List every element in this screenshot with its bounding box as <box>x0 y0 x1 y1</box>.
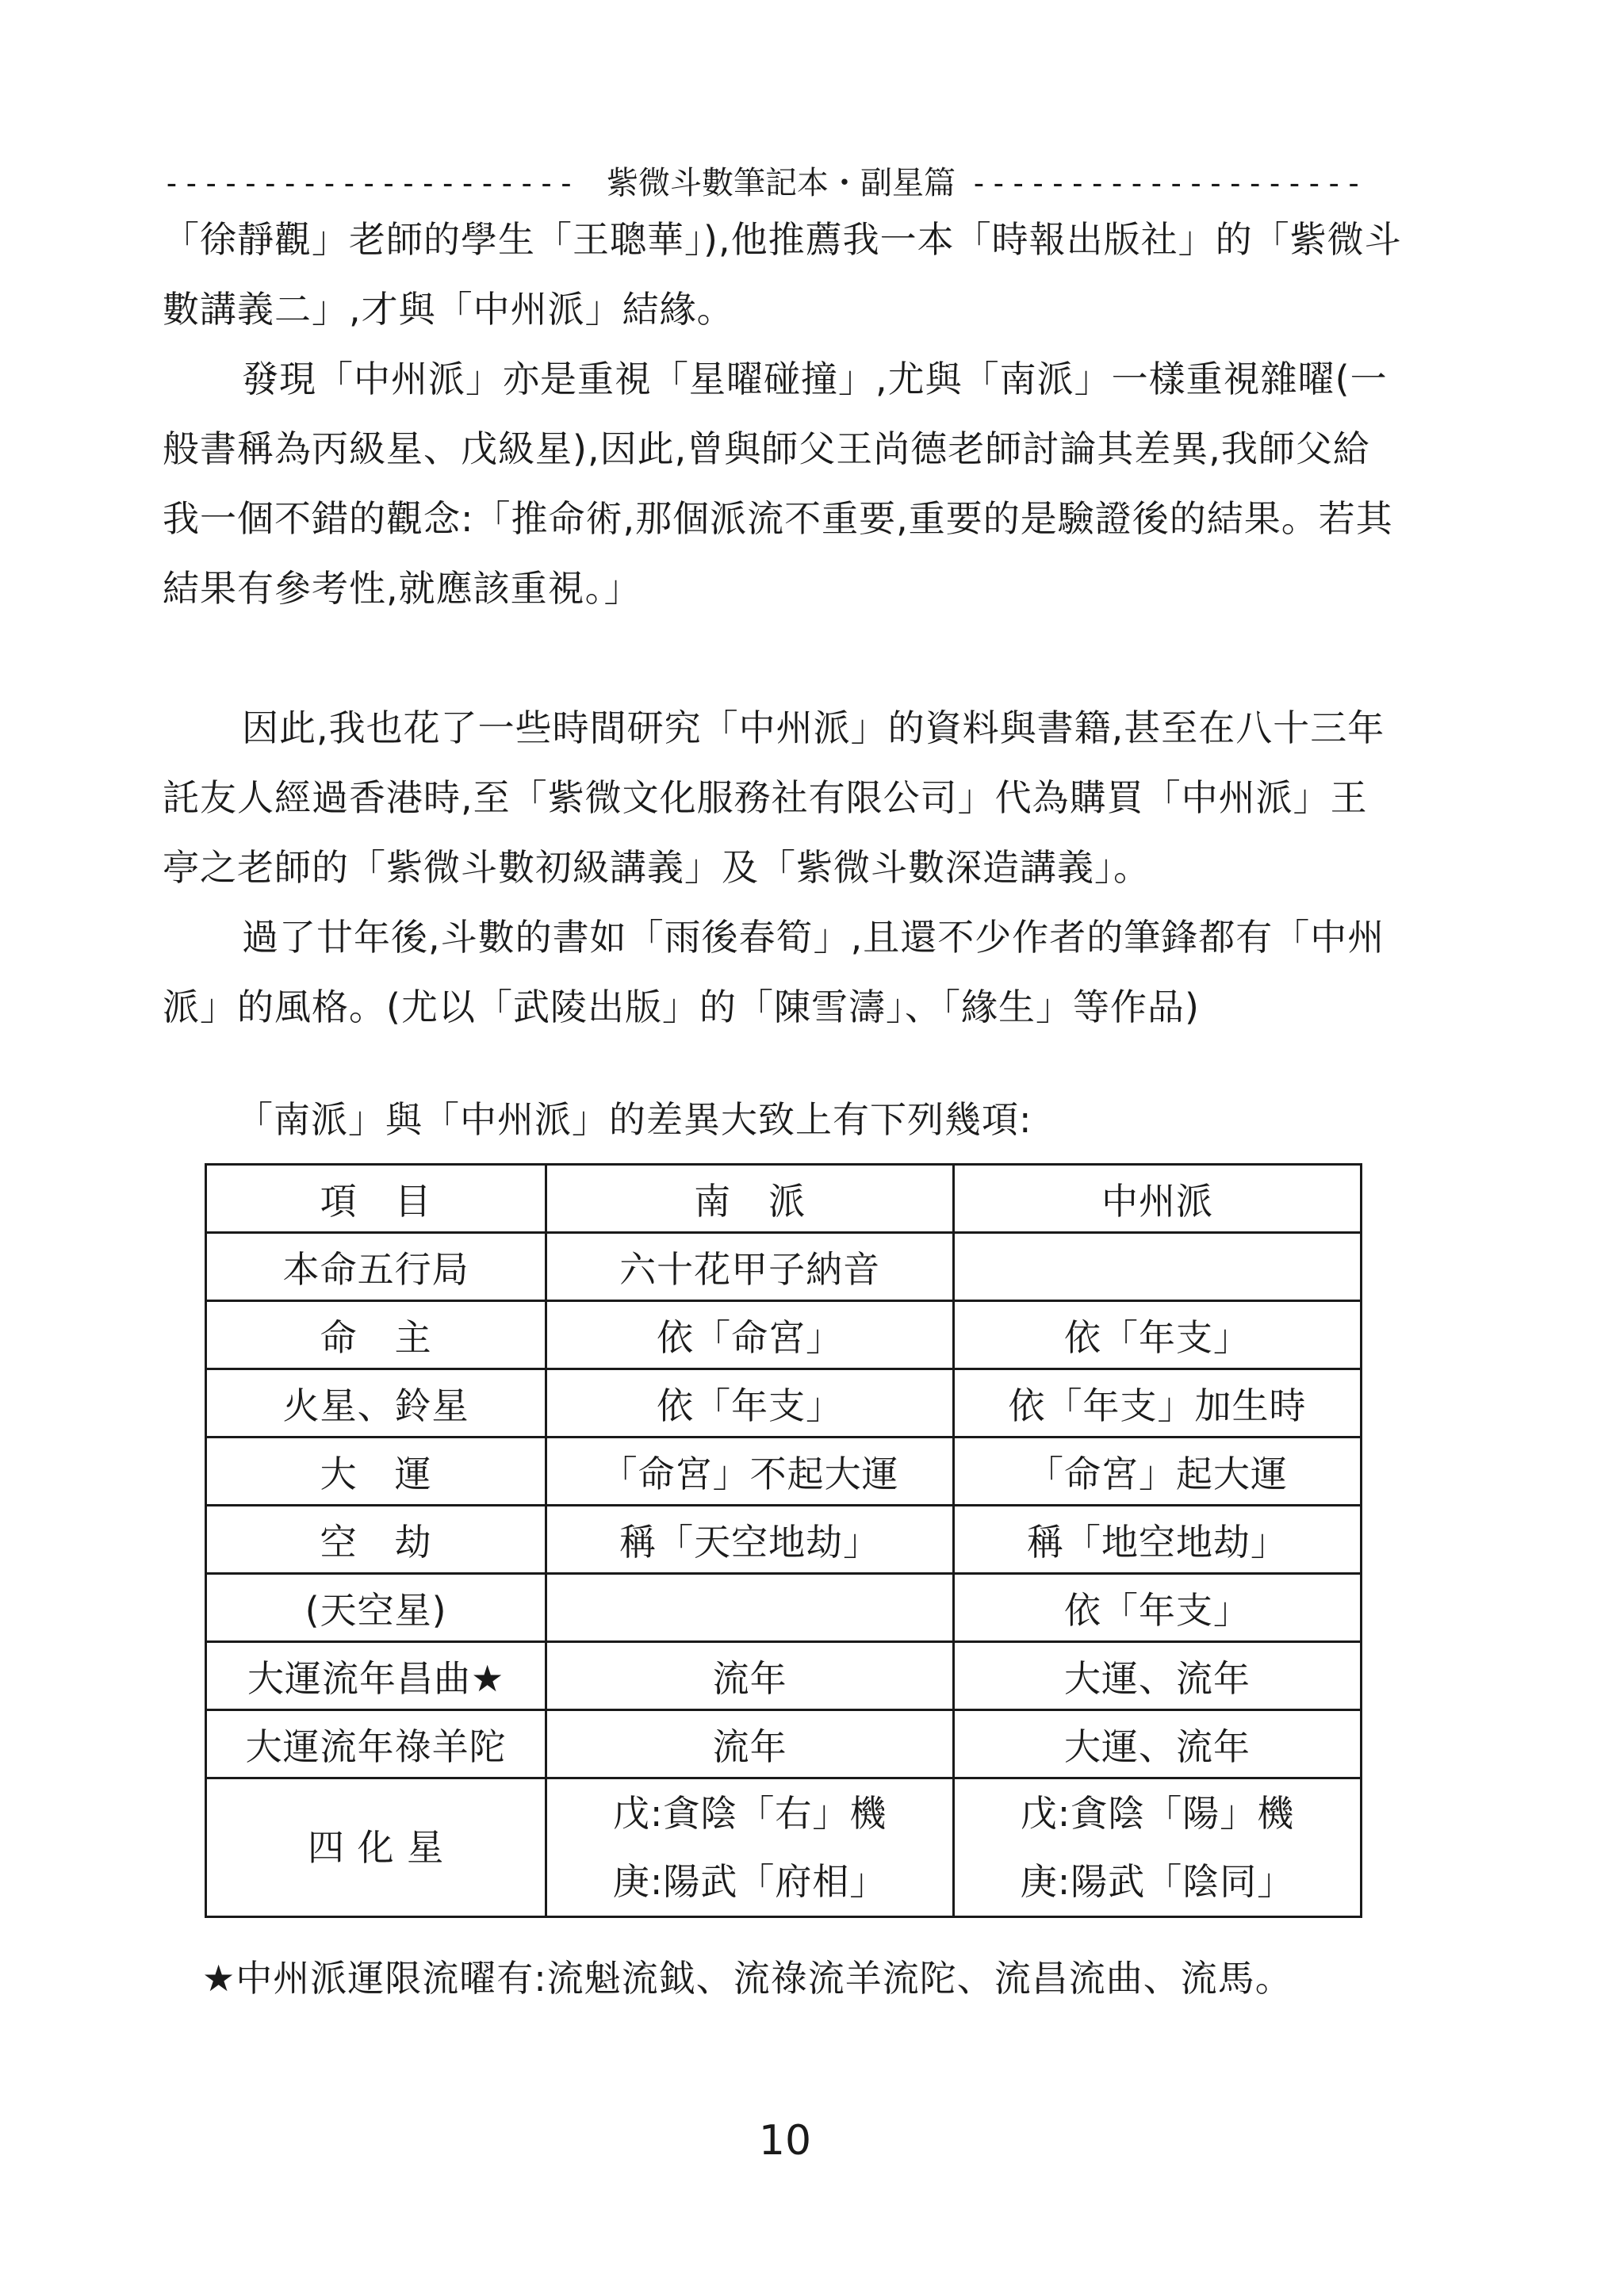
table-row <box>206 1301 1362 1369</box>
table-cell: 命 主 <box>206 1301 546 1369</box>
body-text <box>163 205 1404 1042</box>
table-cell: 「命宮」起大運 <box>954 1438 1362 1506</box>
table-cell: 依「年支」 <box>954 1301 1362 1369</box>
table-cell: 六十花甲子納音 <box>546 1233 954 1301</box>
header-left-rule: --------------------- <box>163 166 577 201</box>
table-cell: 火星、鈴星 <box>206 1369 546 1438</box>
page-number: 10 <box>758 2117 812 2165</box>
table-cell-line: 戊:貪陰「右」機 <box>612 1792 887 1835</box>
table-cell-line: 庚:陽武「府相」 <box>612 1860 887 1903</box>
table-cell: 大運、流年 <box>954 1710 1362 1778</box>
table-cell <box>546 1574 954 1642</box>
table-header-row <box>206 1165 1362 1233</box>
header-title: 紫微斗數筆記本・副星篇 <box>607 165 956 201</box>
table-cell: 流年 <box>546 1642 954 1710</box>
table-cell: 「命宮」不起大運 <box>546 1438 954 1506</box>
paragraph-gap <box>163 623 1404 693</box>
table-row <box>206 1574 1362 1642</box>
table-cell: 依「年支」加生時 <box>954 1369 1362 1438</box>
header-zhongzhou-school: 中州派 <box>954 1165 1362 1233</box>
table-row <box>206 1710 1362 1778</box>
table-cell <box>954 1233 1362 1301</box>
table-row <box>206 1642 1362 1710</box>
table-cell: (天空星) <box>206 1574 546 1642</box>
table-row <box>206 1438 1362 1506</box>
table-cell: 本命五行局 <box>206 1233 546 1301</box>
school-comparison-table <box>205 1163 1362 1918</box>
table-cell: 大運流年祿羊陀 <box>206 1710 546 1778</box>
table-cell: 流年 <box>546 1710 954 1778</box>
paragraph-4: 過了廿年後,斗數的書如「雨後春筍」,且還不少作者的筆鋒都有「中州派」的風格。(尤以「武陵出版」的「陳雪濤」、「緣生」等作品) <box>163 916 1385 1028</box>
running-header <box>163 163 1400 204</box>
table-row <box>206 1506 1362 1574</box>
table-cell-south-four-transformations <box>546 1778 954 1917</box>
table-cell: 空 劫 <box>206 1506 546 1574</box>
table-caption: 「南派」與「中州派」的差異大致上有下列幾項: <box>236 1098 1032 1141</box>
table-cell: 四 化 星 <box>206 1778 546 1917</box>
header-item: 項 目 <box>206 1165 546 1233</box>
table-cell: 依「年支」 <box>954 1574 1362 1642</box>
paragraph-2: 發現「中州派」亦是重視「星曜碰撞」,尤與「南派」一樣重視雜曜(一般書稱為丙級星、戊級星),因此,曾與師父王尚德老師討論其差異,我師父給我一個不錯的觀念:「推命術,那個派流不重要,重要的是驗證後的結果。若其結果有參考性,就應該重視。」 <box>163 358 1393 610</box>
table-row <box>206 1369 1362 1438</box>
table-cell: 大 運 <box>206 1438 546 1506</box>
table-cell-zhongzhou-four-transformations <box>954 1778 1362 1917</box>
table-cell: 依「年支」 <box>546 1369 954 1438</box>
header-south-school: 南 派 <box>546 1165 954 1233</box>
table-row <box>206 1233 1362 1301</box>
table-footnote: ★中州派運限流曜有:流魁流鉞、流祿流羊流陀、流昌流曲、流馬。 <box>202 1957 1293 2000</box>
table-cell: 大運流年昌曲★ <box>206 1642 546 1710</box>
paragraph-1: 「徐靜觀」老師的學生「王聰華」),他推薦我一本「時報出版社」的「紫微斗數講義二」,才與「中州派」結緣。 <box>163 218 1402 331</box>
table-cell: 大運、流年 <box>954 1642 1362 1710</box>
table-row-four-transformations <box>206 1778 1362 1917</box>
table-cell: 依「命宮」 <box>546 1301 954 1369</box>
header-right-rule: -------------------- <box>970 166 1365 201</box>
table-cell-line: 戊:貪陰「陽」機 <box>1020 1792 1295 1835</box>
paragraph-3: 因此,我也花了一些時間研究「中州派」的資料與書籍,甚至在八十三年託友人經過香港時,至「紫微文化服務社有限公司」代為購買「中州派」王亭之老師的「紫微斗數初級講義」及「紫微斗數深造講義」。 <box>163 706 1385 889</box>
table-cell-line: 庚:陽武「陰同」 <box>1020 1860 1295 1903</box>
table-cell: 稱「地空地劫」 <box>954 1506 1362 1574</box>
table-cell: 稱「天空地劫」 <box>546 1506 954 1574</box>
